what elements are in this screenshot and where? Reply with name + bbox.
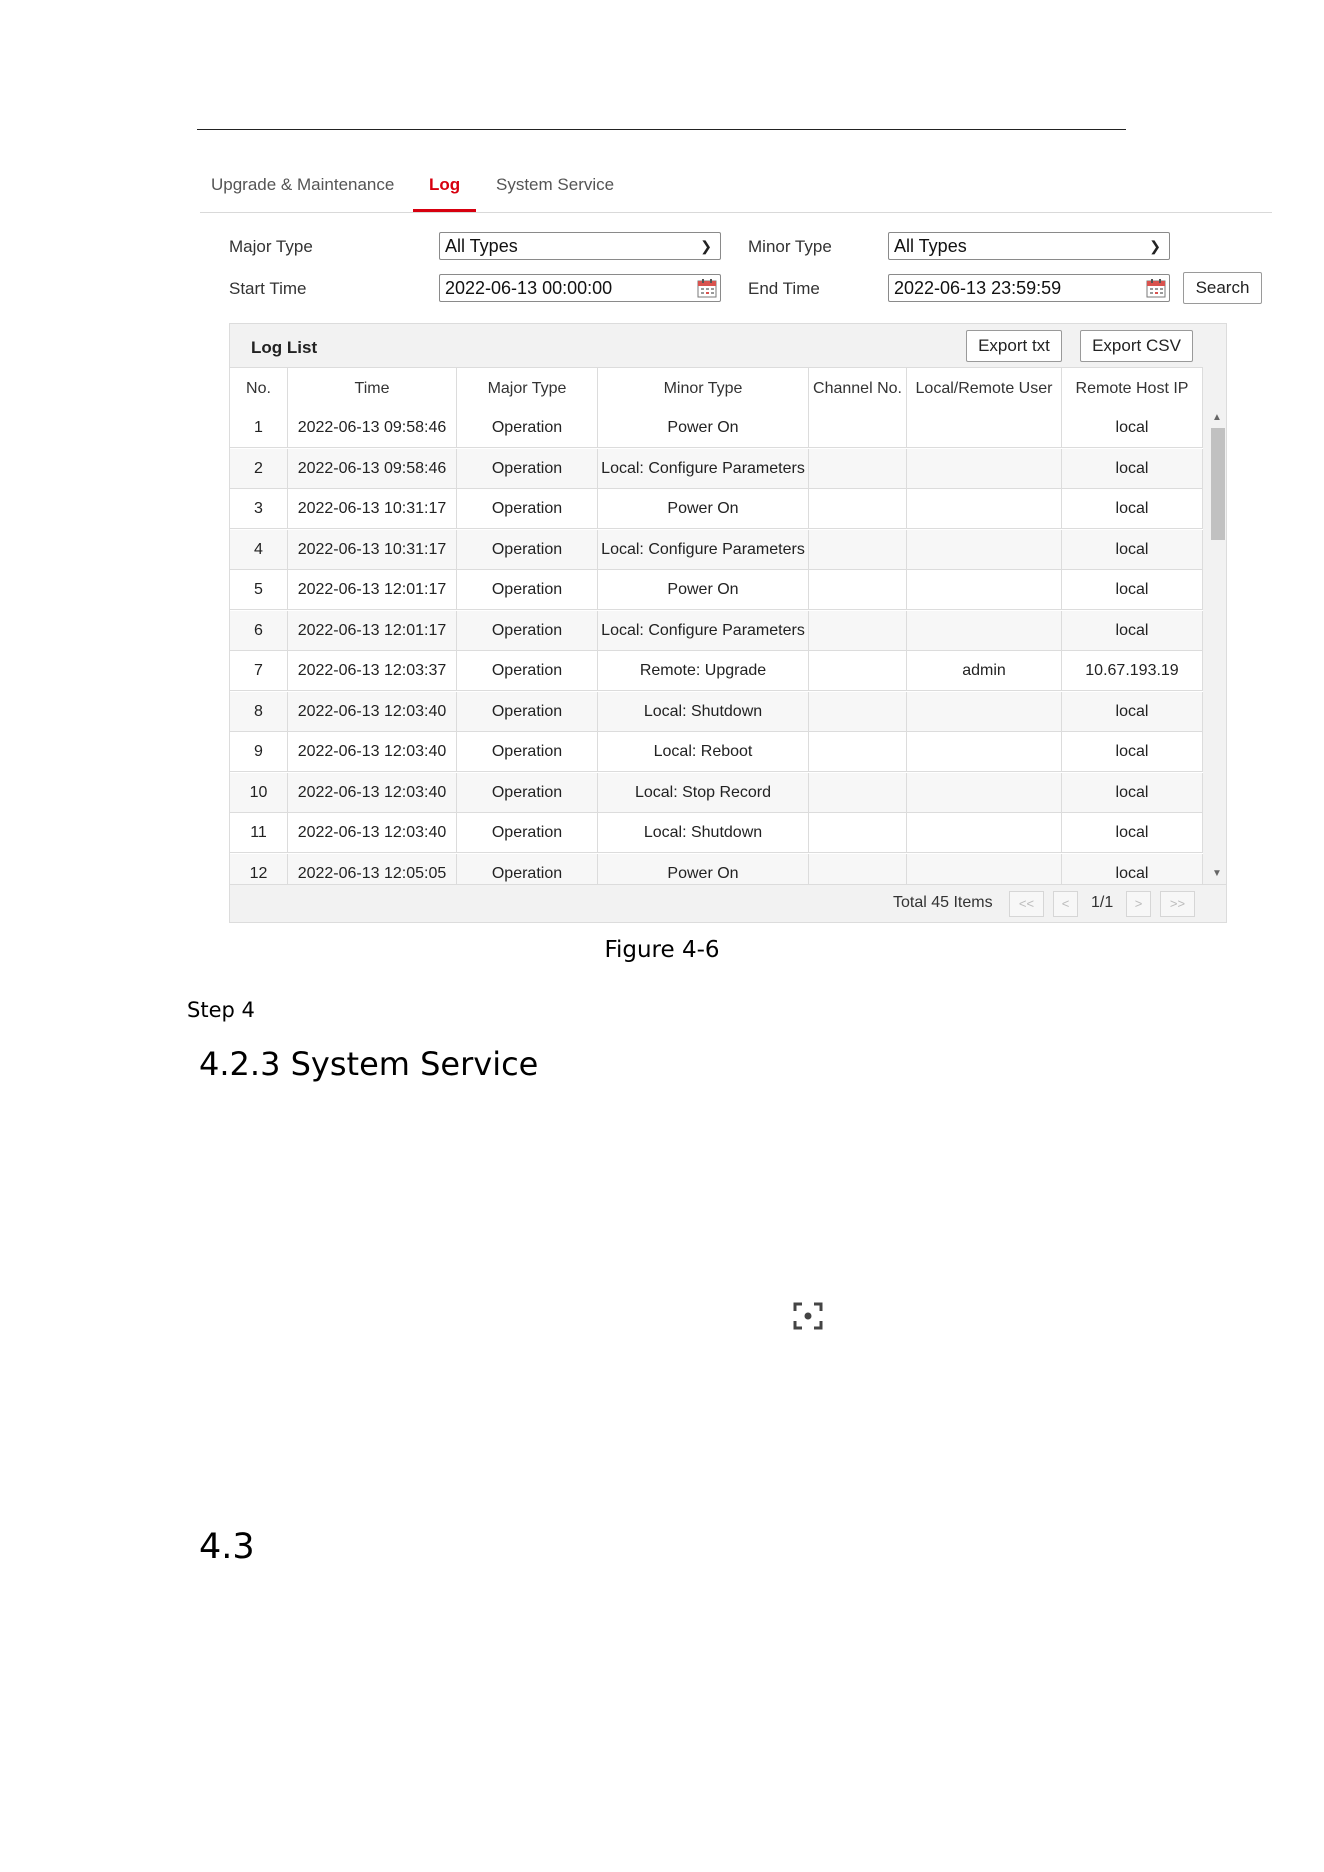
table-row[interactable]	[230, 813, 1203, 853]
scrollbar-thumb[interactable]	[1211, 428, 1225, 540]
cell-user	[907, 530, 1062, 570]
cell-channel-no	[809, 692, 907, 732]
cell-channel-no	[809, 611, 907, 651]
start-time-label: Start Time	[229, 279, 307, 298]
cell-minor-type: Power On	[598, 489, 809, 529]
cell-user	[907, 773, 1062, 813]
minor-type-select[interactable]	[888, 232, 1170, 260]
scroll-up-arrow-icon[interactable]: ▲	[1212, 412, 1222, 423]
tab-bar	[200, 160, 1272, 213]
cell-remote-host-ip: local	[1062, 854, 1203, 885]
column-header-remote-host-ip[interactable]: Remote Host IP	[1062, 368, 1203, 409]
log-table-body	[230, 408, 1203, 884]
column-header-user[interactable]: Local/Remote User	[907, 368, 1062, 409]
minor-type-label: Minor Type	[748, 237, 832, 256]
cell-minor-type: Power On	[598, 408, 809, 448]
last-page-button[interactable]: >>	[1160, 891, 1195, 917]
tab-system-service[interactable]: System Service	[496, 175, 615, 194]
cell-time: 2022-06-13 12:05:05	[288, 854, 457, 885]
top-rule	[197, 129, 1126, 130]
table-row[interactable]	[230, 651, 1203, 691]
cell-remote-host-ip: local	[1062, 408, 1203, 448]
cell-remote-host-ip: local	[1062, 530, 1203, 570]
major-type-value: All Types	[445, 236, 518, 256]
cell-major-type: Operation	[457, 854, 598, 885]
column-header-time[interactable]: Time	[288, 368, 457, 409]
cell-channel-no	[809, 530, 907, 570]
table-row[interactable]	[230, 570, 1203, 610]
cell-time: 2022-06-13 12:03:37	[288, 651, 457, 691]
cell-time: 2022-06-13 12:03:40	[288, 692, 457, 732]
cell-major-type: Operation	[457, 651, 598, 691]
cell-time: 2022-06-13 09:58:46	[288, 408, 457, 448]
cell-user	[907, 449, 1062, 489]
cell-remote-host-ip: local	[1062, 773, 1203, 813]
cell-channel-no	[809, 773, 907, 813]
tab-log[interactable]: Log	[429, 160, 460, 210]
column-header-channel-no[interactable]: Channel No.	[809, 368, 907, 409]
end-time-value: 2022-06-13 23:59:59	[894, 278, 1062, 298]
cell-major-type: Operation	[457, 732, 598, 772]
cell-remote-host-ip: local	[1062, 732, 1203, 772]
cell-time: 2022-06-13 12:01:17	[288, 611, 457, 651]
cell-major-type: Operation	[457, 813, 598, 853]
cell-channel-no	[809, 570, 907, 610]
tab-upgrade-maintenance[interactable]: Upgrade & Maintenance	[211, 175, 395, 194]
cell-major-type: Operation	[457, 530, 598, 570]
log-table-header	[230, 367, 1203, 410]
cell-time: 2022-06-13 12:03:40	[288, 773, 457, 813]
cell-user	[907, 489, 1062, 529]
cell-user	[907, 692, 1062, 732]
fullscreen-icon	[793, 1302, 823, 1330]
cell-user	[907, 611, 1062, 651]
column-header-no[interactable]: No.	[230, 368, 288, 409]
table-row[interactable]	[230, 854, 1203, 885]
cell-minor-type: Local: Stop Record	[598, 773, 809, 813]
search-button[interactable]: Search	[1183, 272, 1262, 304]
cell-minor-type: Local: Configure Parameters	[598, 611, 809, 651]
table-row[interactable]	[230, 449, 1203, 489]
column-header-minor-type[interactable]: Minor Type	[598, 368, 809, 409]
next-page-button[interactable]: >	[1126, 891, 1151, 917]
table-row[interactable]	[230, 408, 1203, 448]
step-label: Step 4	[187, 998, 255, 1022]
cell-minor-type: Power On	[598, 854, 809, 885]
cell-remote-host-ip: 10.67.193.19	[1062, 651, 1203, 691]
cell-time: 2022-06-13 12:01:17	[288, 570, 457, 610]
cell-major-type: Operation	[457, 408, 598, 448]
section-heading: 4.2.3 System Service	[199, 1045, 539, 1083]
cell-no: 5	[230, 570, 288, 610]
export-txt-button[interactable]: Export txt	[966, 330, 1062, 362]
pagination	[230, 884, 1226, 923]
cell-major-type: Operation	[457, 449, 598, 489]
table-row[interactable]	[230, 732, 1203, 772]
cell-minor-type: Local: Reboot	[598, 732, 809, 772]
cell-channel-no	[809, 854, 907, 885]
cell-channel-no	[809, 449, 907, 489]
cell-no: 2	[230, 449, 288, 489]
major-type-label: Major Type	[229, 237, 313, 256]
cell-remote-host-ip: local	[1062, 611, 1203, 651]
cell-remote-host-ip: local	[1062, 692, 1203, 732]
cell-no: 11	[230, 813, 288, 853]
total-items: Total 45 Items	[893, 894, 993, 911]
chevron-down-icon: ❯	[700, 238, 712, 254]
table-row[interactable]	[230, 692, 1203, 732]
cell-user: admin	[907, 651, 1062, 691]
figure-caption: Figure 4-6	[604, 937, 720, 963]
page-indicator: 1/1	[1091, 894, 1114, 911]
calendar-icon[interactable]	[697, 278, 717, 298]
cell-no: 6	[230, 611, 288, 651]
cell-user	[907, 813, 1062, 853]
chevron-down-icon: ❯	[1149, 238, 1161, 254]
cell-time: 2022-06-13 10:31:17	[288, 489, 457, 529]
cell-minor-type: Remote: Upgrade	[598, 651, 809, 691]
cell-major-type: Operation	[457, 489, 598, 529]
cell-channel-no	[809, 489, 907, 529]
cell-user	[907, 570, 1062, 610]
table-row[interactable]	[230, 773, 1203, 813]
cell-no: 9	[230, 732, 288, 772]
cell-channel-no	[809, 732, 907, 772]
cell-major-type: Operation	[457, 611, 598, 651]
minor-type-value: All Types	[894, 236, 967, 256]
cell-minor-type: Local: Shutdown	[598, 813, 809, 853]
cell-major-type: Operation	[457, 570, 598, 610]
cell-remote-host-ip: local	[1062, 813, 1203, 853]
cell-remote-host-ip: local	[1062, 489, 1203, 529]
table-row[interactable]	[230, 611, 1203, 651]
cell-channel-no	[809, 408, 907, 448]
major-type-select[interactable]	[439, 232, 721, 260]
cell-no: 8	[230, 692, 288, 732]
calendar-icon[interactable]	[1146, 278, 1166, 298]
end-time-label: End Time	[748, 279, 820, 298]
start-time-input[interactable]	[439, 274, 721, 302]
cell-channel-no	[809, 651, 907, 691]
cell-user	[907, 408, 1062, 448]
table-scrollbar[interactable]	[1208, 408, 1226, 884]
first-page-button[interactable]: <<	[1009, 891, 1044, 917]
cell-channel-no	[809, 813, 907, 853]
cell-no: 12	[230, 854, 288, 885]
prev-page-button[interactable]: <	[1053, 891, 1078, 917]
cell-no: 3	[230, 489, 288, 529]
scroll-down-arrow-icon[interactable]: ▼	[1212, 868, 1222, 879]
cell-minor-type: Local: Configure Parameters	[598, 530, 809, 570]
cell-user	[907, 854, 1062, 885]
cell-minor-type: Local: Configure Parameters	[598, 449, 809, 489]
log-list-title: Log List	[251, 338, 318, 357]
cell-no: 10	[230, 773, 288, 813]
cell-time: 2022-06-13 09:58:46	[288, 449, 457, 489]
start-time-value: 2022-06-13 00:00:00	[445, 278, 613, 298]
log-list-panel	[229, 323, 1227, 923]
table-row[interactable]	[230, 530, 1203, 570]
table-row[interactable]	[230, 489, 1203, 529]
cell-time: 2022-06-13 12:03:40	[288, 813, 457, 853]
cell-minor-type: Power On	[598, 570, 809, 610]
cell-no: 1	[230, 408, 288, 448]
cell-remote-host-ip: local	[1062, 570, 1203, 610]
end-time-input[interactable]	[888, 274, 1170, 302]
cell-no: 4	[230, 530, 288, 570]
cell-time: 2022-06-13 12:03:40	[288, 732, 457, 772]
cell-user	[907, 732, 1062, 772]
cell-major-type: Operation	[457, 692, 598, 732]
export-csv-button[interactable]: Export CSV	[1080, 330, 1193, 362]
cell-major-type: Operation	[457, 773, 598, 813]
cell-minor-type: Local: Shutdown	[598, 692, 809, 732]
column-header-major-type[interactable]: Major Type	[457, 368, 598, 409]
cell-no: 7	[230, 651, 288, 691]
cell-time: 2022-06-13 10:31:17	[288, 530, 457, 570]
chapter-heading: 4.3	[199, 1527, 255, 1567]
cell-remote-host-ip: local	[1062, 449, 1203, 489]
